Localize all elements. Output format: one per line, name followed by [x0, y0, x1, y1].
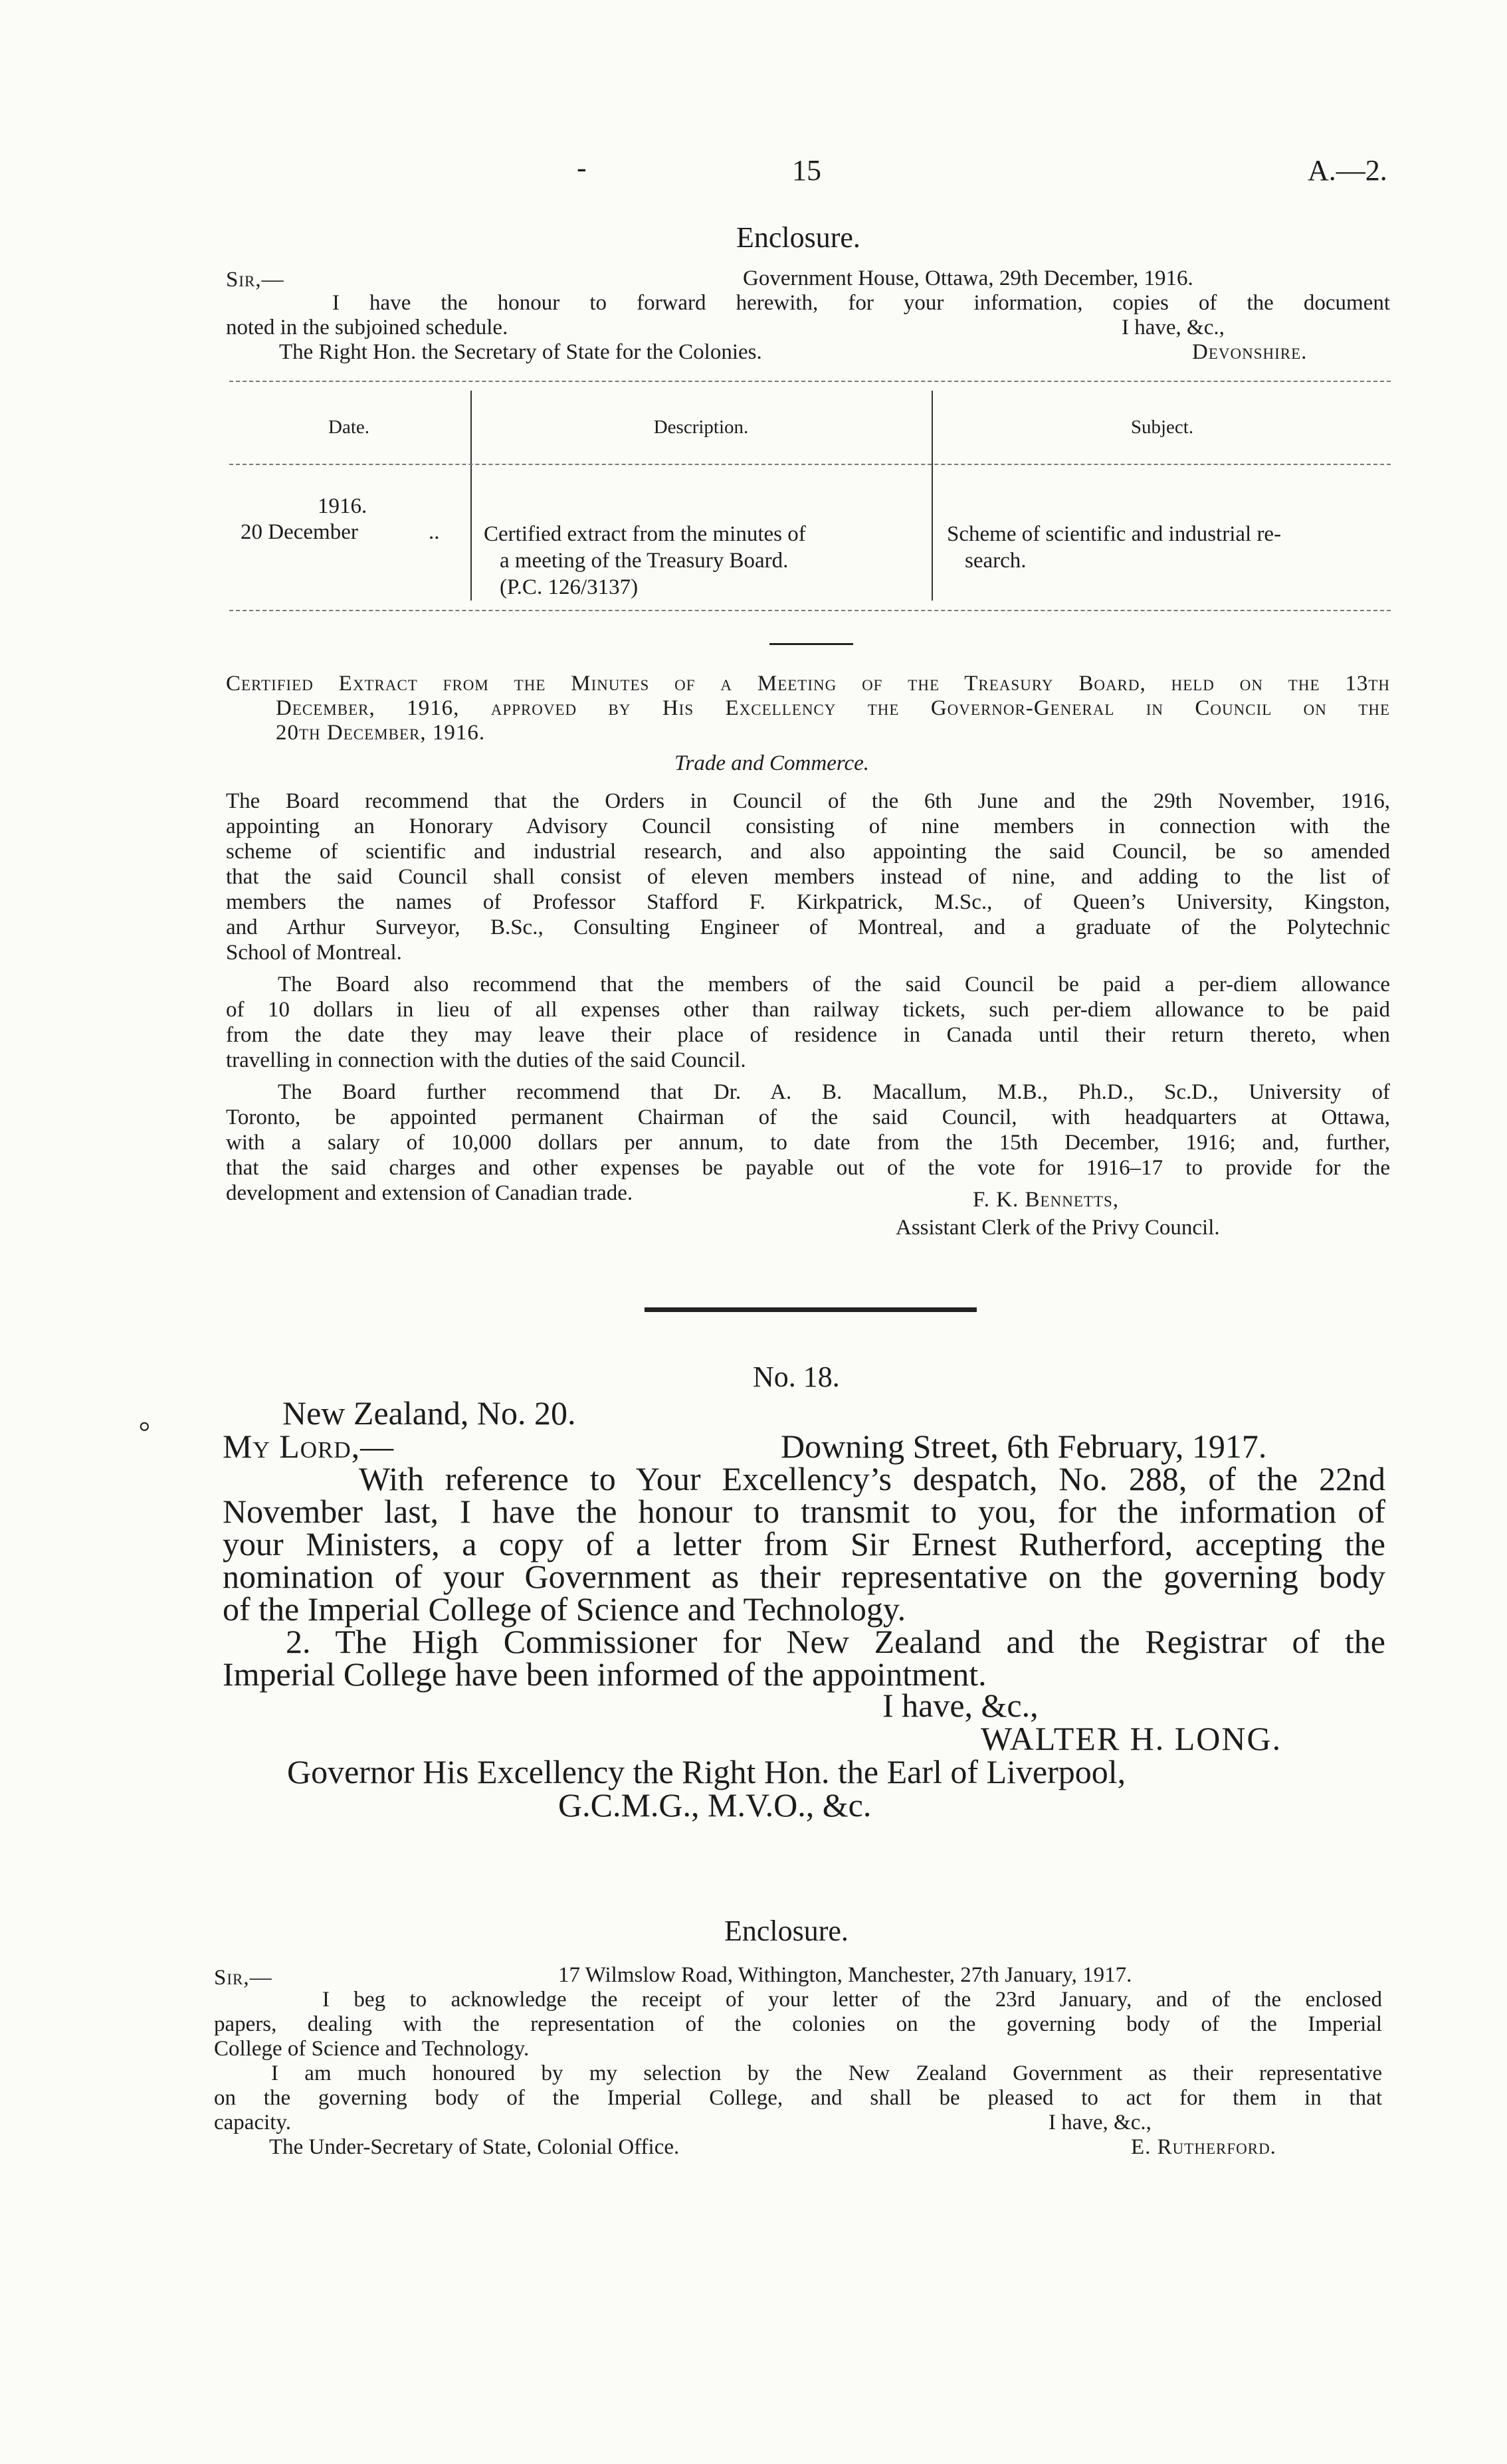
- paragraph-line: College of Science and Technology.: [214, 2037, 530, 2061]
- paragraph-line: travelling in connection with the duties of the said Council.: [226, 1048, 746, 1072]
- table-header-rule: [229, 464, 1391, 465]
- paragraph-line: The Board further recommend that Dr. A. B. Macallum, M.B., Ph.D., Sc.D., University of: [278, 1080, 1390, 1104]
- table-header-date: Date.: [328, 417, 369, 438]
- paragraph-line: The Board recommend that the Orders in Council of the 6th June and the 29th November, 1916,: [226, 789, 1390, 813]
- salutation: Sir,—: [214, 1966, 272, 1990]
- signature: Devonshire.: [1192, 340, 1308, 364]
- table-cell-subject: Scheme of scientific and industrial re-: [947, 522, 1282, 546]
- paragraph-line: nomination of your Government as their representative on the governing body: [223, 1558, 1385, 1595]
- addressee: Governor His Excellency the Right Hon. the Earl of Liverpool,: [287, 1753, 1126, 1790]
- document-reference: A.—2.: [1308, 154, 1387, 187]
- table-top-rule: [229, 381, 1391, 382]
- section-divider: [645, 1307, 977, 1312]
- table-cell-description: Certified extract from the minutes of: [484, 522, 806, 546]
- sign-off: I have, &c.,: [882, 1687, 1039, 1724]
- paragraph-line: and Arthur Surveyor, B.Sc., Consulting Engineer of Montreal, and a graduate of the Polytechnic: [226, 915, 1390, 939]
- paragraph-line: I am much honoured by my selection by the New Zealand Government as their representative: [271, 2061, 1382, 2085]
- paragraph-line: Toronto, be appointed permanent Chairman of the said Council, with headquarters at Ottawa,: [226, 1105, 1390, 1129]
- extract-title: Certified Extract from the Minutes of a Meeting of the Treasury Board, held on the 13th: [226, 672, 1390, 696]
- extract-title: December, 1916, approved by His Excellency the Governor-General in Council on the: [276, 696, 1390, 720]
- paragraph-line: your Ministers, a copy of a letter from Sir Ernest Rutherford, accepting the: [223, 1525, 1385, 1563]
- paragraph-line: members the names of Professor Stafford F. Kirkpatrick, M.Sc., of Queen’s University, Kingston,: [226, 890, 1390, 914]
- addressee: The Under-Secretary of State, Colonial Office.: [269, 2135, 680, 2159]
- table-header-description: Description.: [653, 417, 749, 438]
- salutation: My Lord,—: [223, 1428, 395, 1465]
- address-date: 17 Wilmslow Road, Withington, Manchester, 27th January, 1917.: [558, 1963, 1132, 1987]
- margin-mark: ⸰: [138, 1414, 151, 1440]
- table-header-subject: Subject.: [1130, 417, 1194, 438]
- paragraph-line: papers, dealing with the representation of the colonies on the governing body of the Imperial: [214, 2012, 1382, 2036]
- paragraph-line: that the said Council shall consist of eleven members instead of nine, and adding to the list of: [226, 865, 1390, 889]
- paragraph-line: development and extension of Canadian trade.: [226, 1181, 633, 1205]
- paragraph-line: of 10 dollars in lieu of all expenses other than railway tickets, such per-diem allowance to be paid: [226, 998, 1390, 1022]
- table-cell-description: a meeting of the Treasury Board.: [500, 549, 789, 573]
- despatch-reference: New Zealand, No. 20.: [282, 1394, 576, 1432]
- paragraph-line: appointing an Honorary Advisory Council consisting of nine members in connection with the: [226, 814, 1390, 838]
- table-cell-year: 1916.: [318, 494, 367, 518]
- paragraph-line: scheme of scientific and industrial research, and also appointing the said Council, be so amended: [226, 840, 1390, 864]
- paragraph-line: capacity.: [214, 2111, 292, 2134]
- paragraph-line: on the governing body of the Imperial College, and shall be pleased to act for them in that: [214, 2086, 1382, 2110]
- enclosure-heading: Enclosure.: [736, 221, 860, 254]
- paragraph-line: 2. The High Commissioner for New Zealand and the Registrar of the: [286, 1623, 1385, 1660]
- signature: WALTER H. LONG.: [981, 1720, 1282, 1757]
- paragraph-line: with a salary of 10,000 dollars per annum, to date from the 15th December, 1916; and, further,: [226, 1131, 1390, 1155]
- addressee: G.C.M.G., M.V.O., &c.: [558, 1786, 872, 1824]
- page-number: 15: [792, 154, 821, 187]
- table-cell-subject: search.: [965, 549, 1027, 573]
- sign-off: I have, &c.,: [1049, 2111, 1152, 2134]
- top-mark: -: [577, 151, 587, 184]
- section-divider: [769, 643, 853, 645]
- paragraph-line: I beg to acknowledge the receipt of your letter of the 23rd January, and of the enclosed: [322, 1988, 1382, 2012]
- extract-subheading: Trade and Commerce.: [674, 751, 870, 775]
- table-cell-leader: ..: [429, 520, 440, 544]
- table-bottom-rule: [229, 610, 1391, 611]
- paragraph-line: of the Imperial College of Science and Technology.: [223, 1590, 906, 1628]
- paragraph-line: With reference to Your Excellency’s despatch, No. 288, of the 22nd: [359, 1460, 1385, 1497]
- paragraph-line: November last, I have the honour to transmit to you, for the information of: [223, 1493, 1385, 1530]
- signer-title: Assistant Clerk of the Privy Council.: [896, 1216, 1220, 1240]
- paragraph-line: The Board also recommend that the members of the said Council be paid a per-diem allowance: [278, 973, 1390, 996]
- despatch-number: No. 18.: [753, 1361, 840, 1393]
- salutation: Sir,—: [226, 268, 284, 292]
- enclosure-heading: Enclosure.: [724, 1915, 849, 1947]
- address-date: Government House, Ottawa, 29th December, 1916.: [743, 266, 1193, 290]
- address-date: Downing Street, 6th February, 1917.: [781, 1428, 1267, 1465]
- table-cell-description: (P.C. 126/3137): [500, 575, 639, 599]
- paragraph-line: Imperial College have been informed of the appointment.: [223, 1656, 987, 1693]
- paragraph-line: from the date they may leave their place of residence in Canada until their return thereto, when: [226, 1023, 1390, 1047]
- signature: E. Rutherford.: [1131, 2135, 1276, 2159]
- paragraph-line: School of Montreal.: [226, 941, 402, 965]
- body-line: noted in the subjoined schedule.: [226, 316, 508, 339]
- signer-name: F. K. Bennetts,: [973, 1188, 1120, 1212]
- table-cell-date: 20 December: [241, 520, 358, 544]
- body-line: I have the honour to forward herewith, for your information, copies of the document: [332, 291, 1390, 315]
- addressee: The Right Hon. the Secretary of State for the Colonies.: [279, 340, 762, 364]
- sign-off: I have, &c.,: [1122, 316, 1225, 339]
- extract-title: 20th December, 1916.: [276, 721, 486, 745]
- paragraph-line: that the said charges and other expenses be payable out of the vote for 1916–17 to provide for the: [226, 1156, 1390, 1180]
